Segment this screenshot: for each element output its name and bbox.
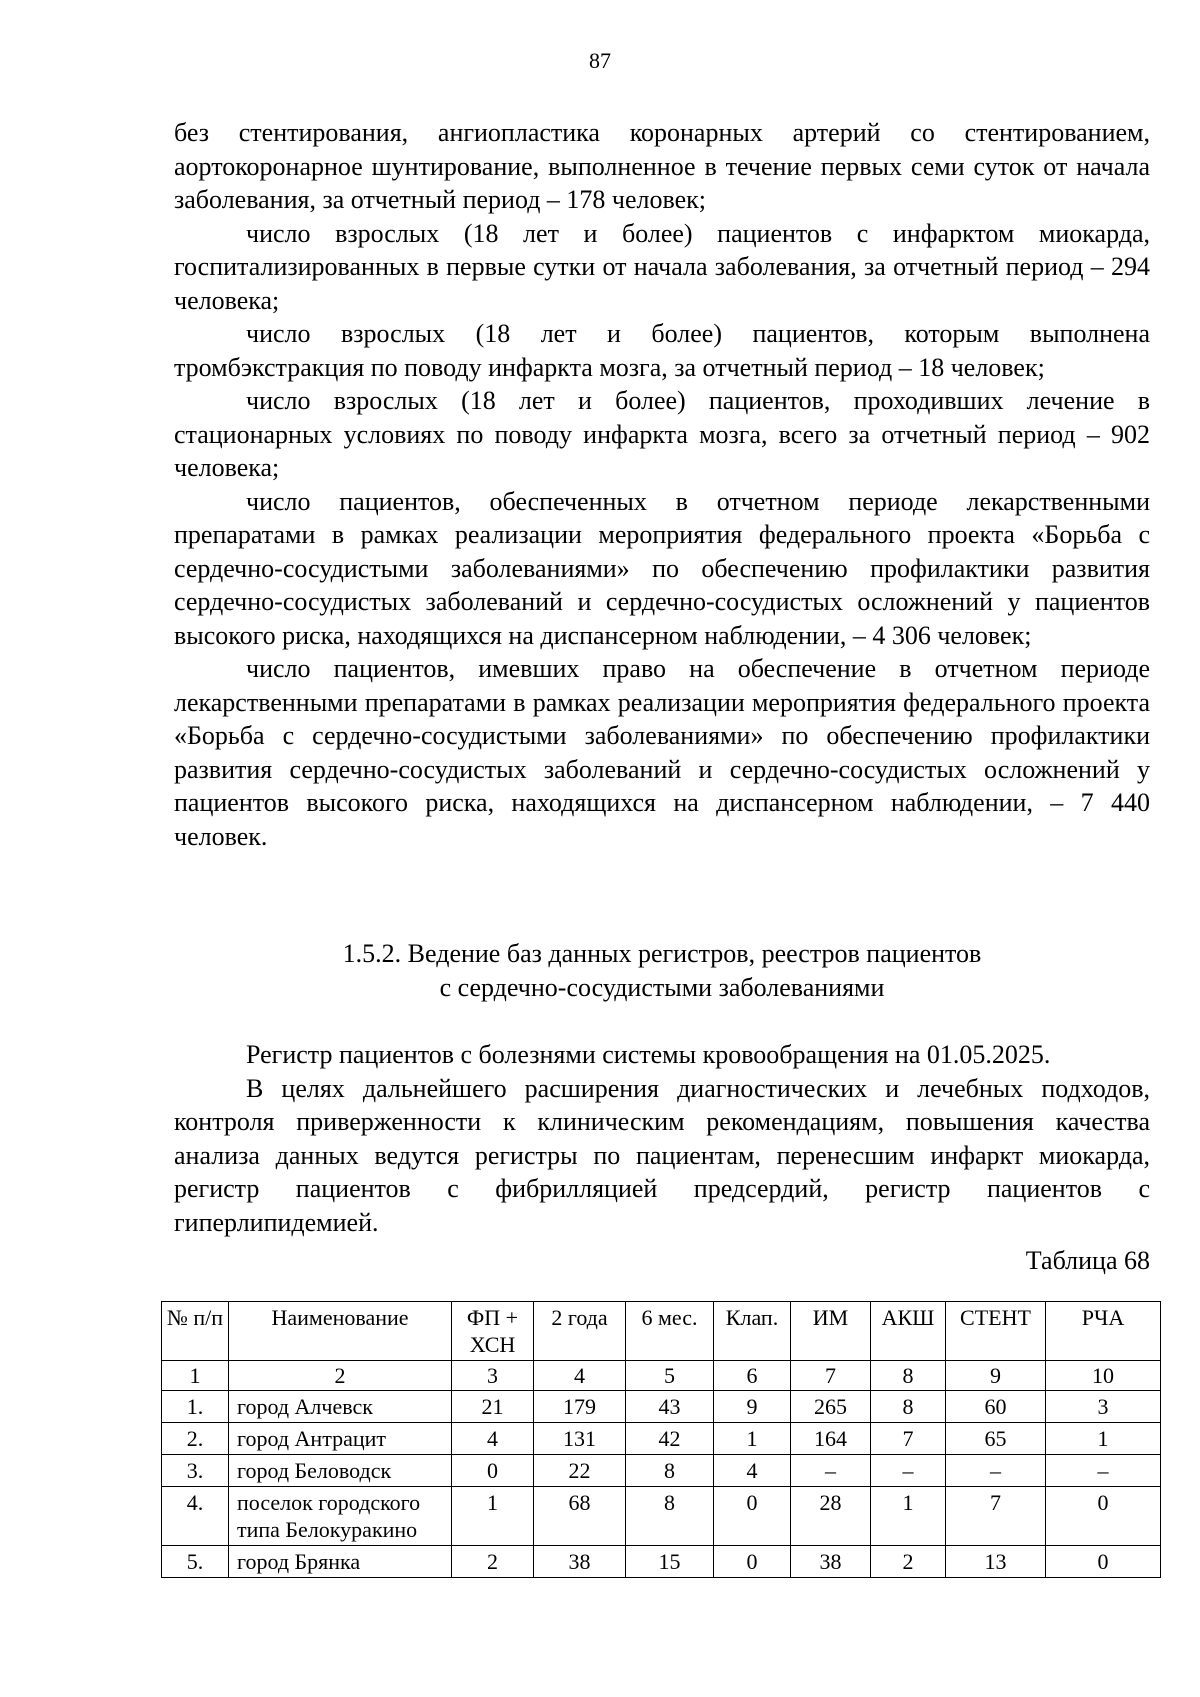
cell-value: 22 <box>534 1455 626 1487</box>
registry-text: В целях дальнейшего расширения диагностических и лечебных подходов, контроля приверженности к клиническим рекомендациям, повышения качества анализа данных ведутся регистры по пациентам, перенесшим инфаркт миокарда, регистр пациентов с фибрилляцией предсердий, регистр пациентов с гиперлипидемией. <box>174 1073 1150 1237</box>
cell-name: город Брянка <box>229 1546 452 1578</box>
cell-value: 68 <box>534 1487 626 1546</box>
cell-value: 1 <box>1046 1423 1161 1455</box>
cell-value: 28 <box>791 1487 871 1546</box>
cell-number: 5. <box>162 1546 229 1578</box>
index-cell: 7 <box>791 1361 871 1391</box>
cell-value: – <box>791 1455 871 1487</box>
cell-value: 0 <box>452 1455 534 1487</box>
cell-value: 0 <box>1046 1487 1161 1546</box>
cell-value: 9 <box>714 1391 791 1423</box>
cell-value: 43 <box>626 1391 714 1423</box>
cell-value: 38 <box>791 1546 871 1578</box>
index-cell: 6 <box>714 1361 791 1391</box>
index-cell: 8 <box>871 1361 946 1391</box>
paragraph-4: число взрослых (18 лет и более) пациентов, проходивших лечение в стационарных условиях по поводу инфаркта мозга, всего за отчетный период – 902 человека; <box>174 386 1150 482</box>
index-cell: 1 <box>162 1361 229 1391</box>
cell-number: 2. <box>162 1423 229 1455</box>
cell-value: 164 <box>791 1423 871 1455</box>
cell-value: – <box>1046 1455 1161 1487</box>
cell-number: 1. <box>162 1391 229 1423</box>
cell-value: 21 <box>452 1391 534 1423</box>
cell-value: 0 <box>714 1487 791 1546</box>
cell-value: 1 <box>871 1487 946 1546</box>
header-aksh: АКШ <box>871 1302 946 1361</box>
header-6-months: 6 мес. <box>626 1302 714 1361</box>
cell-value: 8 <box>626 1455 714 1487</box>
table-caption: Таблица 68 <box>1025 1246 1150 1275</box>
cell-value: 179 <box>534 1391 626 1423</box>
page-number: 87 <box>589 48 611 73</box>
paragraph-1: без стентирования, ангиопластика коронарных артерий со стентированием, аортокоронарное шунтирование, выполненное в течение первых семи суток от начала заболевания, за отчетный период – 178 человек; <box>174 118 1150 214</box>
header-number: № п/п <box>162 1302 229 1361</box>
cell-value: 7 <box>871 1423 946 1455</box>
index-cell: 4 <box>534 1361 626 1391</box>
cell-value: 7 <box>946 1487 1046 1546</box>
table-row <box>162 1546 1161 1578</box>
table-row <box>162 1423 1161 1455</box>
index-cell: 2 <box>229 1361 452 1391</box>
table-header-row <box>162 1302 1161 1361</box>
cell-value: – <box>871 1455 946 1487</box>
cell-number: 4. <box>162 1487 229 1546</box>
body-text <box>174 116 1150 853</box>
cell-value: 13 <box>946 1546 1046 1578</box>
cell-name: город Беловодск <box>229 1455 452 1487</box>
cell-value: 1 <box>452 1487 534 1546</box>
cell-value: 0 <box>1046 1546 1161 1578</box>
cell-value: 131 <box>534 1423 626 1455</box>
header-valve: Клап. <box>714 1302 791 1361</box>
index-cell: 9 <box>946 1361 1046 1391</box>
registry-block <box>174 1038 1150 1239</box>
paragraph-3: число взрослых (18 лет и более) пациентов, которым выполнена тромбэкстракция по поводу инфаркта мозга, за отчетный период – 18 человек; <box>174 319 1150 382</box>
table-row <box>162 1487 1161 1546</box>
cell-value: 4 <box>714 1455 791 1487</box>
section-heading-line-1: 1.5.2. Ведение баз данных регистров, реестров пациентов <box>342 939 982 968</box>
cell-value: 60 <box>946 1391 1046 1423</box>
header-stent: СТЕНТ <box>946 1302 1046 1361</box>
cell-value: – <box>946 1455 1046 1487</box>
cell-value: 15 <box>626 1546 714 1578</box>
table-index-row <box>162 1361 1161 1391</box>
section-heading <box>174 937 1150 1004</box>
cell-value: 42 <box>626 1423 714 1455</box>
cell-value: 38 <box>534 1546 626 1578</box>
registry-title: Регистр пациентов с болезнями системы кровообращения на 01.05.2025. <box>246 1040 1051 1069</box>
cell-name: поселок городского типа Белокуракино <box>229 1487 452 1546</box>
cell-number: 3. <box>162 1455 229 1487</box>
header-fp-hsn: ФП + ХСН <box>452 1302 534 1361</box>
table-row <box>162 1391 1161 1423</box>
index-cell: 3 <box>452 1361 534 1391</box>
header-2-years: 2 года <box>534 1302 626 1361</box>
section-heading-line-2: с сердечно-сосудистыми заболеваниями <box>439 972 885 1002</box>
paragraph-6: число пациентов, имевших право на обеспечение в отчетном периоде лекарственными препаратами в рамках реализации мероприятия федерального проекта «Борьба с сердечно-сосудистыми заболеваниями» по обеспечению профилактики развития сердечно-сосудистых заболеваний и сердечно-сосудистых осложнений у пациентов высокого риска, находящихся на диспансерном наблюдении, – 7 440 человек. <box>174 654 1150 851</box>
cell-value: 2 <box>871 1546 946 1578</box>
cell-value: 0 <box>714 1546 791 1578</box>
data-table <box>161 1301 1161 1578</box>
cell-name: город Антрацит <box>229 1423 452 1455</box>
index-cell: 5 <box>626 1361 714 1391</box>
paragraph-5: число пациентов, обеспеченных в отчетном периоде лекарственными препаратами в рамках реализации мероприятия федерального проекта «Борьба с сердечно-сосудистыми заболеваниями» по обеспечению профилактики развития сердечно-сосудистых заболеваний и сердечно-сосудистых осложнений у пациентов высокого риска, находящихся на диспансерном наблюдении, – 4 306 человек; <box>174 486 1150 650</box>
header-rcha: РЧА <box>1046 1302 1161 1361</box>
header-im: ИМ <box>791 1302 871 1361</box>
cell-value: 1 <box>714 1423 791 1455</box>
table-row <box>162 1455 1161 1487</box>
paragraph-2: число взрослых (18 лет и более) пациентов с инфарктом миокарда, госпитализированных в первые сутки от начала заболевания, за отчетный период – 294 человека; <box>174 218 1150 315</box>
cell-value: 265 <box>791 1391 871 1423</box>
cell-value: 65 <box>946 1423 1046 1455</box>
cell-value: 8 <box>626 1487 714 1546</box>
cell-name: город Алчевск <box>229 1391 452 1423</box>
cell-value: 8 <box>871 1391 946 1423</box>
header-name: Наименование <box>229 1302 452 1361</box>
cell-value: 2 <box>452 1546 534 1578</box>
cell-value: 3 <box>1046 1391 1161 1423</box>
cell-value: 4 <box>452 1423 534 1455</box>
index-cell: 10 <box>1046 1361 1161 1391</box>
